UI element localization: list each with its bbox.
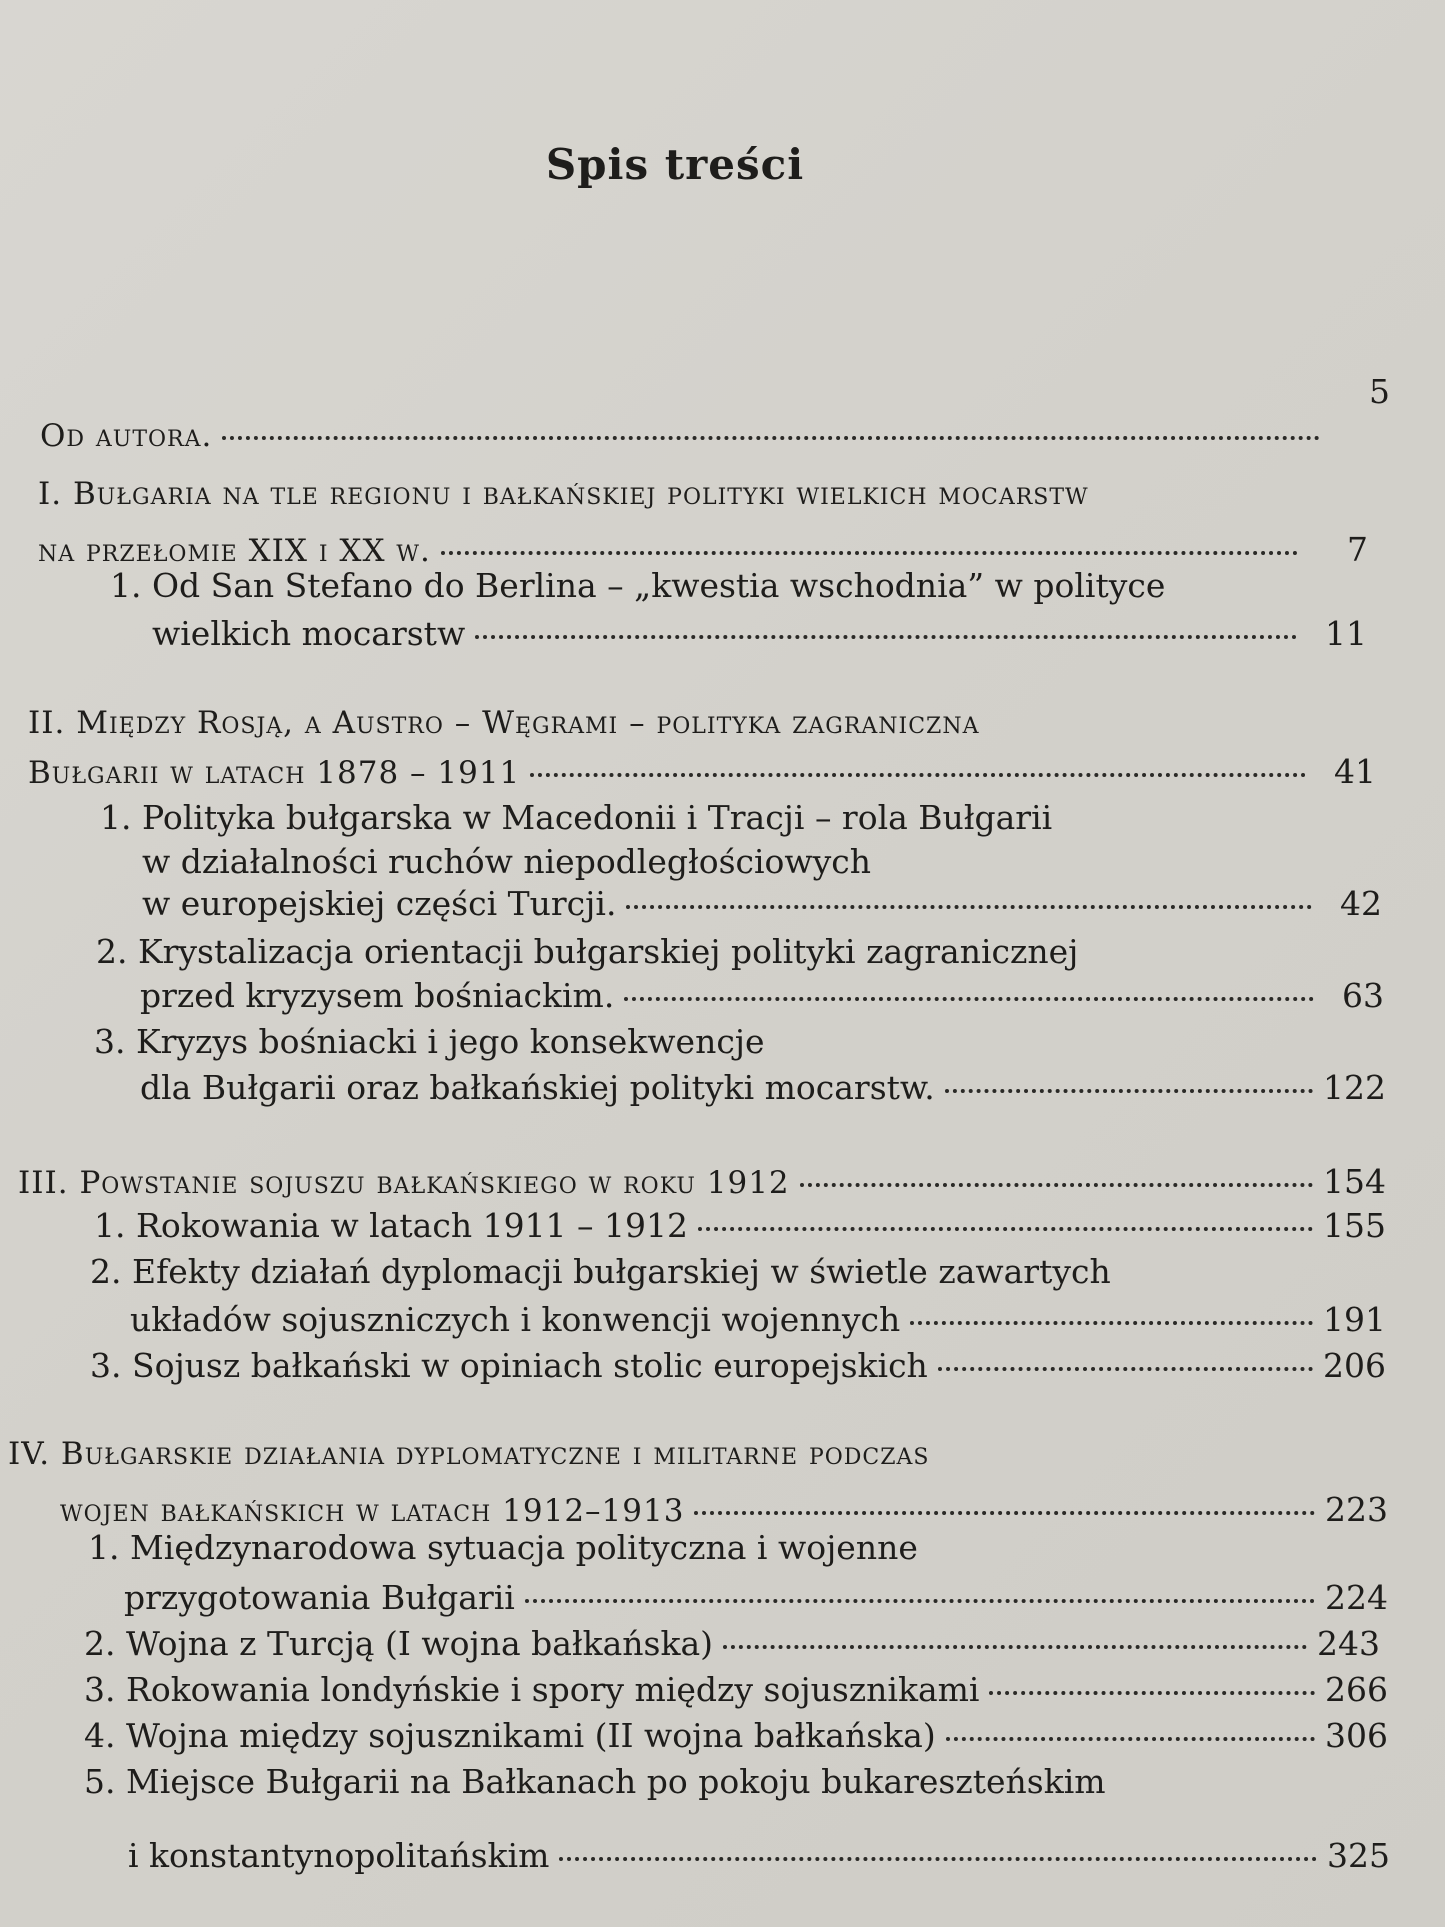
chapter-2-section-1-line3 bbox=[142, 884, 1382, 923]
chapter-4-section-5-line2 bbox=[128, 1836, 1390, 1875]
entry-label: na przełomie XIX i XX w. bbox=[38, 533, 431, 569]
chapter-3-section-2-line2 bbox=[130, 1300, 1386, 1339]
chapter-3-section-2: 2. Efekty działań dyplomacji bułgarskiej w świetle zawartych bbox=[90, 1252, 1111, 1291]
chapter-2-section-3-line2 bbox=[140, 1068, 1386, 1107]
leader-dots bbox=[989, 1691, 1315, 1695]
chapter-4-line2 bbox=[60, 1490, 1388, 1529]
entry-label: 4. Wojna między sojusznikami (II wojna bałkańska) bbox=[84, 1716, 936, 1755]
entry-label: 2. Wojna z Turcją (I wojna bałkańska) bbox=[84, 1624, 714, 1663]
chapter-3-title bbox=[18, 1162, 1386, 1201]
entry-label: Od autora. bbox=[40, 418, 213, 454]
entry-label: Bułgarii w latach 1878 – 1911 bbox=[28, 755, 521, 791]
leader-dots bbox=[525, 1599, 1315, 1603]
page-number: 7 bbox=[1347, 530, 1368, 569]
chapter-2-section-1-line2: w działalności ruchów niepodległościowych bbox=[142, 842, 872, 881]
leader-dots bbox=[694, 1511, 1315, 1515]
chapter-1-line2 bbox=[38, 530, 1368, 569]
page-number: 206 bbox=[1323, 1346, 1386, 1385]
entry-label: przygotowania Bułgarii bbox=[124, 1578, 515, 1617]
leader-dots bbox=[530, 773, 1306, 777]
chapter-4-section-4 bbox=[84, 1716, 1388, 1755]
chapter-1-section-1-line2 bbox=[152, 614, 1367, 653]
chapter-2-section-3: 3. Kryzys bośniacki i jego konsekwencje bbox=[94, 1022, 765, 1061]
leader-dots bbox=[222, 436, 1320, 440]
chapter-1-title: I. Bułgaria na tle regionu i bałkańskiej polityki wielkich mocarstw bbox=[38, 476, 1089, 512]
entry-label: wielkich mocarstw bbox=[152, 614, 466, 653]
page-number: 42 bbox=[1340, 884, 1382, 923]
chapter-3-section-3 bbox=[90, 1346, 1386, 1385]
page-number: 223 bbox=[1325, 1490, 1388, 1529]
leader-dots bbox=[800, 1183, 1313, 1187]
chapter-4-section-3 bbox=[84, 1670, 1388, 1709]
toc-entry-od-autora bbox=[1330, 372, 1390, 411]
entry-label: wojen bałkańskich w latach 1912–1913 bbox=[60, 1493, 685, 1529]
entry-label: w europejskiej części Turcji. bbox=[142, 884, 617, 923]
chapter-1-section-1: 1. Od San Stefano do Berlina – „kwestia wschodnia” w polityce bbox=[110, 566, 1166, 605]
toc-entry-od-autora-line bbox=[40, 418, 1330, 454]
leader-dots bbox=[945, 1089, 1313, 1093]
entry-label: III. Powstanie sojuszu bałkańskiego w roku 1912 bbox=[18, 1165, 790, 1201]
page-number: 63 bbox=[1342, 976, 1384, 1015]
page-number: 155 bbox=[1323, 1206, 1386, 1245]
page-number: 224 bbox=[1325, 1578, 1388, 1617]
leader-dots bbox=[559, 1857, 1317, 1861]
leader-dots bbox=[475, 635, 1297, 639]
chapter-3-section-1 bbox=[94, 1206, 1386, 1245]
page-number: 5 bbox=[1369, 372, 1390, 411]
page-number: 41 bbox=[1334, 752, 1376, 791]
entry-label: dla Bułgarii oraz bałkańskiej polityki mocarstw. bbox=[140, 1068, 935, 1107]
chapter-4-section-1-line2 bbox=[124, 1578, 1388, 1617]
entry-label: układów sojuszniczych i konwencji wojennych bbox=[130, 1300, 901, 1339]
leader-dots bbox=[626, 905, 1312, 909]
entry-label: 3. Rokowania londyńskie i spory między sojusznikami bbox=[84, 1670, 980, 1709]
leader-dots bbox=[938, 1367, 1313, 1371]
chapter-2-section-2: 2. Krystalizacja orientacji bułgarskiej polityki zagranicznej bbox=[96, 932, 1079, 971]
page-number: 243 bbox=[1317, 1624, 1380, 1663]
chapter-2-section-1: 1. Polityka bułgarska w Macedonii i Tracji – rola Bułgarii bbox=[100, 798, 1053, 837]
page-number: 11 bbox=[1325, 614, 1367, 653]
page-number: 325 bbox=[1327, 1836, 1390, 1875]
entry-label: 3. Sojusz bałkański w opiniach stolic europejskich bbox=[90, 1346, 928, 1385]
leader-dots bbox=[698, 1227, 1313, 1231]
page-number: 122 bbox=[1323, 1068, 1386, 1107]
chapter-2-line2 bbox=[28, 752, 1376, 791]
chapter-4-section-5: 5. Miejsce Bułgarii na Bałkanach po pokoju bukareszteńskim bbox=[84, 1762, 1106, 1801]
leader-dots bbox=[723, 1645, 1307, 1649]
page-number: 306 bbox=[1325, 1716, 1388, 1755]
page-title: Spis treści bbox=[545, 140, 805, 189]
leader-dots bbox=[946, 1737, 1315, 1741]
entry-label: i konstantynopolitańskim bbox=[128, 1836, 550, 1875]
leader-dots bbox=[441, 551, 1298, 555]
chapter-4-section-1: 1. Międzynarodowa sytuacja polityczna i wojenne bbox=[88, 1528, 918, 1567]
page-number: 154 bbox=[1323, 1162, 1386, 1201]
entry-label: 1. Rokowania w latach 1911 – 1912 bbox=[94, 1206, 689, 1245]
chapter-4-title: IV. Bułgarskie działania dyplomatyczne i militarne podczas bbox=[8, 1436, 930, 1472]
leader-dots bbox=[910, 1321, 1313, 1325]
page-number: 191 bbox=[1323, 1300, 1386, 1339]
chapter-2-section-2-line2 bbox=[140, 976, 1384, 1015]
page-number: 266 bbox=[1325, 1670, 1388, 1709]
leader-dots bbox=[624, 997, 1314, 1001]
chapter-4-section-2 bbox=[84, 1624, 1380, 1663]
chapter-2-title: II. Między Rosją, a Austro – Węgrami – polityka zagraniczna bbox=[28, 705, 980, 741]
entry-label: przed kryzysem bośniackim. bbox=[140, 976, 615, 1015]
